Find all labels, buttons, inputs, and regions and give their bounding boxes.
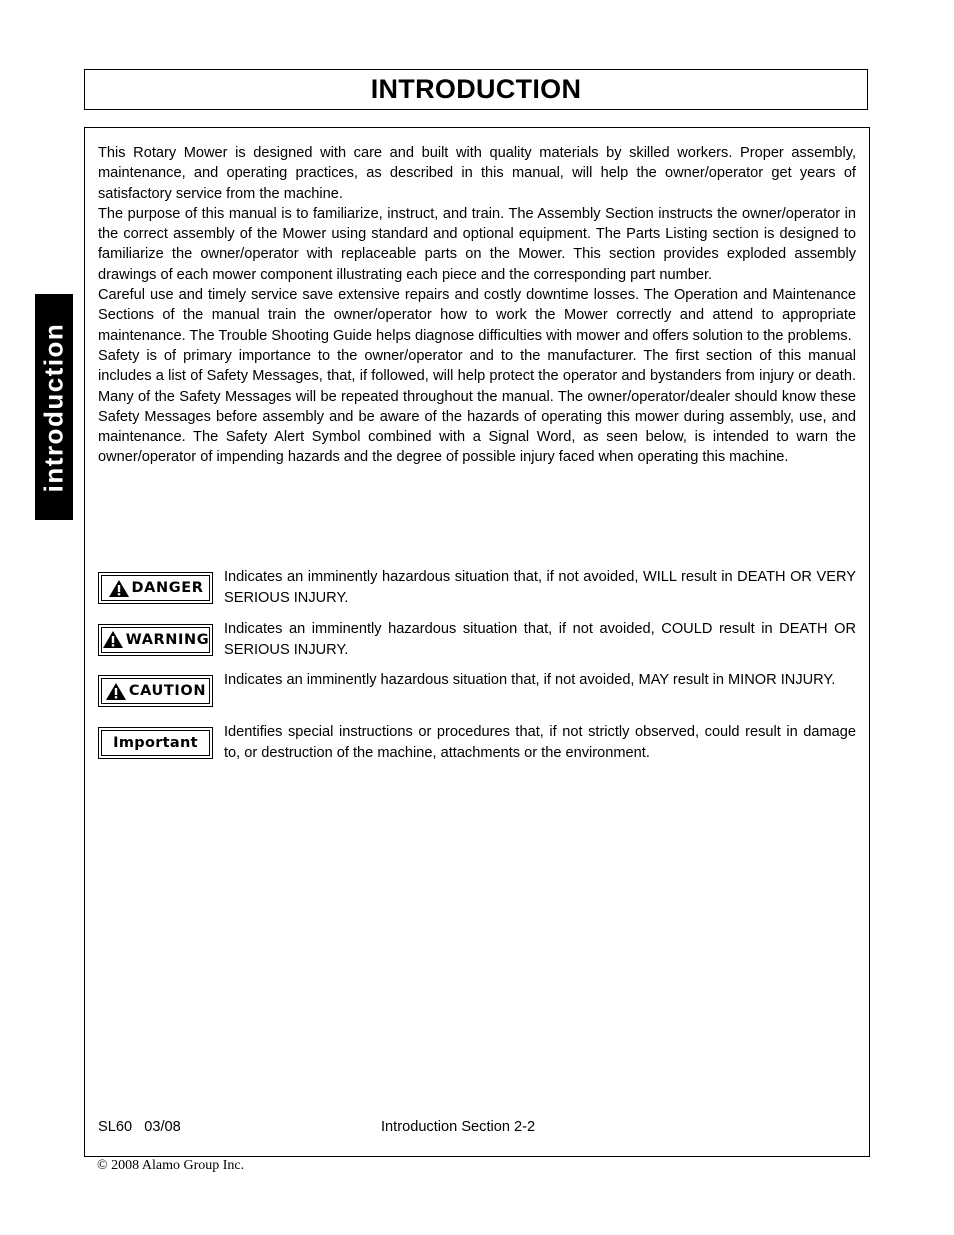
copyright: © 2008 Alamo Group Inc. [97, 1158, 245, 1173]
warning-label [98, 624, 213, 656]
caution-word: CAUTION [128, 683, 207, 699]
warning-triangle-icon [105, 682, 127, 701]
page-title: INTRODUCTION [370, 74, 582, 104]
caution-description: Indicates an imminently hazardous situation that, if not avoided, MAY result in MINOR INJURY. [224, 672, 836, 688]
paragraph-purpose: The purpose of this manual is to familiarize, instruct, and train. The Assembly Section instructs the owner/operator in the correct assembly of the Mower using standard and optional equipment. The Parts Listing section is designed to familiarize the owner/operator with replaceable parts on the Mower. This section provides exploded assembly drawings of each mower component illustrating each piece and the corresponding part number. [98, 205, 856, 283]
signal-row-danger [98, 567, 856, 619]
signal-row-caution [98, 670, 856, 722]
paragraph-service: Careful use and timely service save extensive repairs and costly downtime losses. The Operation and Maintenance Sections of the manual train the owner/operator how to work the Mower correctly and attend to appropriate maintenance. The Trouble Shooting Guide helps diagnose difficulties with mower and offers solution to the problems. [98, 287, 856, 344]
signal-row-important [98, 722, 856, 774]
danger-label [98, 572, 213, 604]
danger-word: DANGER [131, 580, 204, 596]
warning-description: Indicates an imminently hazardous situation that, if not avoided, COULD result in DEATH OR SERIOUS INJURY. [224, 620, 856, 658]
paragraph-intro: This Rotary Mower is designed with care and built with quality materials by skilled workers. Proper assembly, maintenance, and operating practices, as described in this manual, will help the owner/operator get years of satisfactory service from the machine. [98, 145, 856, 202]
footer-section: Introduction Section 2-2 [381, 1119, 536, 1135]
warning-word: WARNING [125, 631, 210, 648]
body-text [98, 143, 856, 468]
signal-row-warning [98, 619, 856, 671]
signal-word-list [98, 567, 856, 773]
warning-triangle-icon [108, 579, 130, 598]
header-box [84, 69, 868, 110]
danger-description: Indicates an imminently hazardous situation that, if not avoided, WILL result in DEATH OR VERY SERIOUS INJURY. [224, 569, 856, 606]
important-label [98, 727, 213, 759]
footer-model: SL60 [98, 1119, 133, 1135]
footer-date: 03/08 [144, 1119, 181, 1135]
paragraph-safety: Safety is of primary importance to the owner/operator and to the manufacturer. The first section of this manual includes a list of Safety Messages, that, if followed, will help protect the operator and bystanders from injury or death. Many of the Safety Messages will be repeated throughout the manual. The owner/operator/dealer should know these Safety Messages before assembly and be aware of the hazards of operating this mower during assembly, use, and maintenance. The Safety Alert Symbol combined with a Signal Word, as seen below, is intended to warn the owner/operator of impending hazards and the degree of possible injury faced when operating this machine. [98, 347, 856, 466]
footer-model-date [98, 1119, 181, 1135]
important-word: Important [113, 734, 198, 751]
side-tab [35, 294, 73, 520]
warning-triangle-icon [102, 630, 124, 649]
caution-label [98, 675, 213, 707]
side-tab-label: introduction [38, 322, 69, 492]
important-description: Identifies special instructions or procedures that, if not strictly observed, could result in damage to, or destruction of the machine, attachments or the environment. [224, 723, 856, 761]
